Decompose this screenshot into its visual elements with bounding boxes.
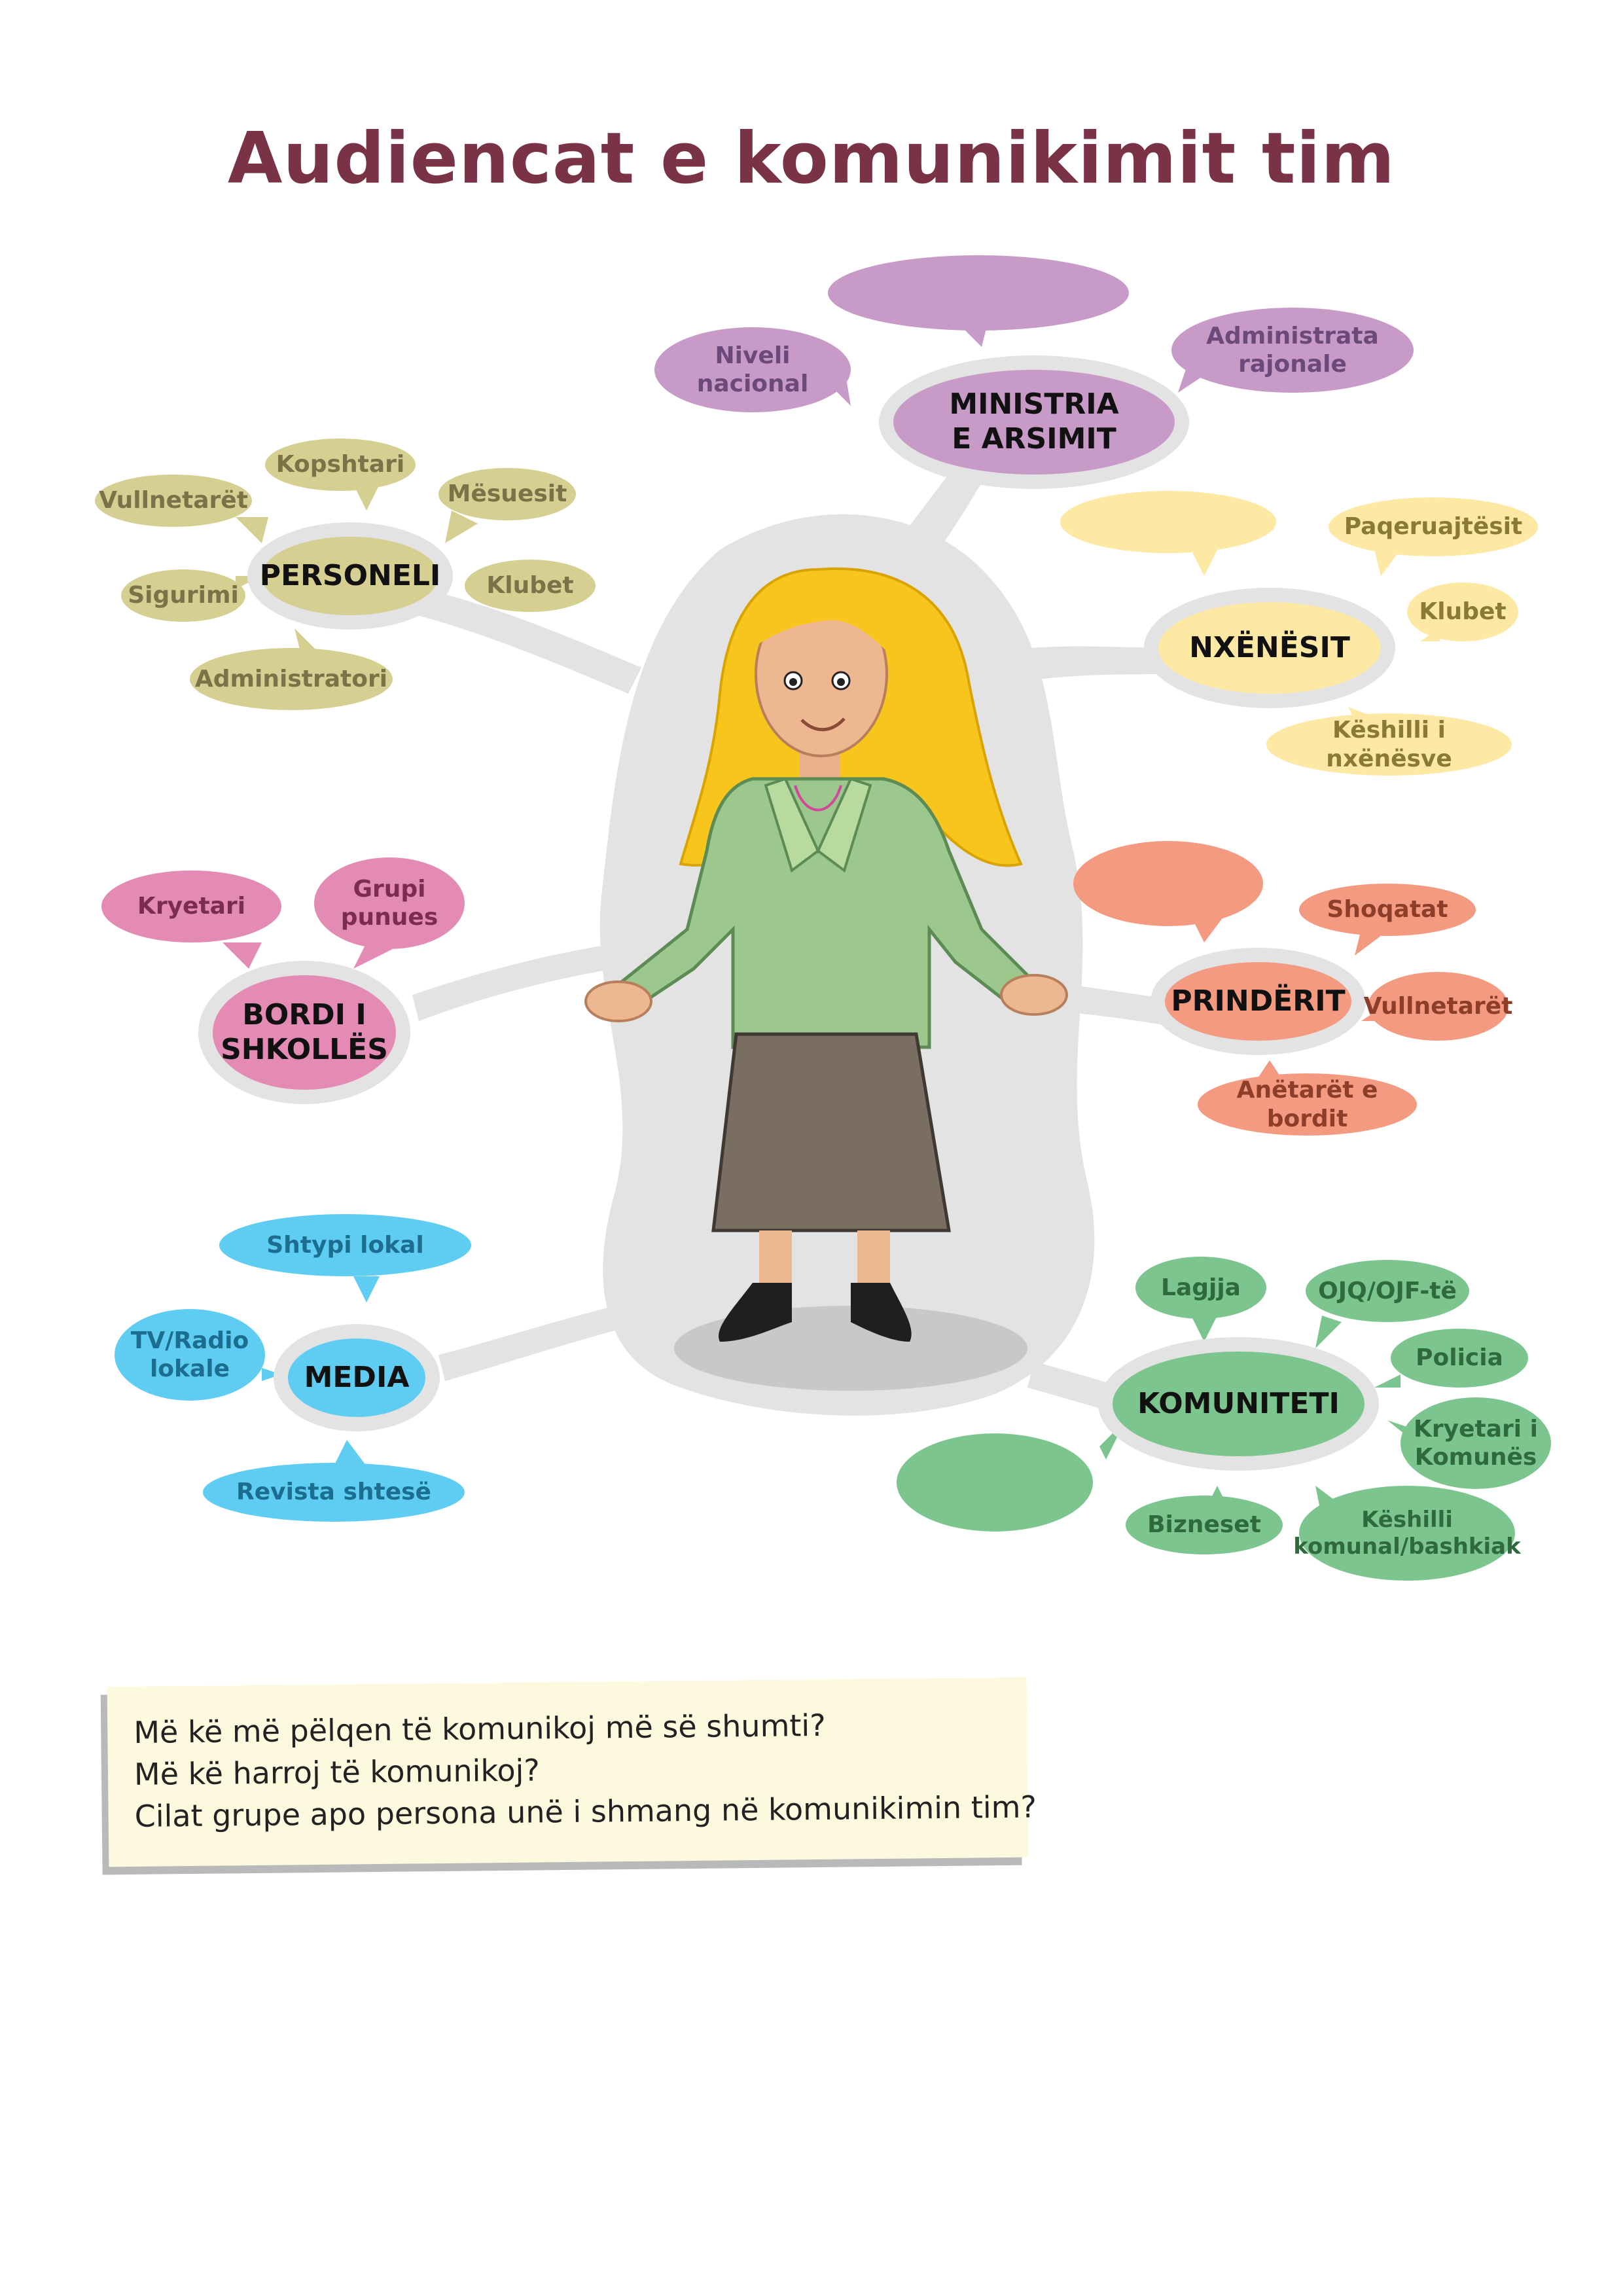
tail-kryetari-b — [223, 942, 262, 969]
tail-lagjja — [1191, 1316, 1217, 1342]
tail-tvradio — [262, 1368, 281, 1381]
question-2: Më kë harroj të komunikoj? — [134, 1752, 541, 1792]
leaf-vullnetaret-personeli: Vullnetarët — [95, 475, 252, 527]
leaf-mesuesit: Mësuesit — [438, 468, 576, 520]
hub-bordi: BORDI I SHKOLLËS — [213, 975, 396, 1090]
hub-ministria: MINISTRIA E ARSIMIT — [893, 370, 1175, 475]
tail-shtypi — [353, 1276, 380, 1302]
question-3: Cilat grupe apo persona unë i shmang në komunikimin tim? — [134, 1789, 1037, 1834]
leaf-revista-shtese: Revista shtesë — [203, 1463, 465, 1522]
hub-nxenesit: NXËNËSIT — [1158, 602, 1381, 694]
right-hand — [1001, 975, 1067, 1014]
leaf-sigurimi: Sigurimi — [121, 569, 245, 622]
right-pupil — [837, 678, 845, 686]
leaf-prinderit-blank — [1073, 841, 1263, 926]
tail-ojq — [1315, 1316, 1342, 1348]
tail-policia — [1374, 1374, 1400, 1388]
hub-personeli: PERSONELI — [262, 537, 438, 615]
leaf-policia: Policia — [1391, 1329, 1528, 1388]
hub-komuniteti: KOMUNITETI — [1113, 1352, 1364, 1456]
leaf-administrata-rajonale: Administrata rajonale — [1171, 308, 1414, 393]
leaf-tv-radio-lokale: TV/Radio lokale — [115, 1309, 265, 1401]
leaf-kopshtari: Kopshtari — [265, 439, 416, 491]
hub-media: MEDIA — [288, 1338, 425, 1417]
leaf-niveli-nacional: Niveli nacional — [654, 327, 851, 412]
leaf-kryetari-komunes: Kryetari i Komunës — [1400, 1397, 1551, 1489]
leaf-ministria-blank — [828, 255, 1129, 331]
leaf-kryetari-bordi: Kryetari — [101, 870, 281, 942]
tail-nx-top — [1191, 550, 1217, 576]
leaf-shoqatat: Shoqatat — [1299, 884, 1476, 936]
tail-vullnetaret-p — [236, 517, 268, 543]
leaf-anetaret-e-bordit: Anëtarët e bordit — [1198, 1073, 1417, 1136]
tail-revista — [334, 1440, 366, 1466]
questions-note — [107, 1677, 1037, 1867]
branch-media — [438, 1302, 628, 1381]
branch-nxenesit — [982, 647, 1171, 688]
leaf-bizneset: Bizneset — [1126, 1496, 1283, 1554]
page-title: Audiencat e komunikimit tim — [227, 118, 1396, 200]
leaf-ojq-ojf: OJQ/OJF-të — [1306, 1260, 1469, 1322]
leaf-klubet-nxenesit: Klubet — [1407, 583, 1518, 641]
left-pupil — [789, 678, 797, 686]
leaf-keshilli-komunal: Këshilli komunal/bashkiak — [1299, 1486, 1515, 1581]
leaf-shtypi-lokal: Shtypi lokal — [219, 1214, 471, 1276]
question-1: Më kë më pëlqen të komunikoj më së shumti? — [134, 1707, 826, 1750]
leaf-komuniteti-blank — [897, 1433, 1093, 1532]
leaf-lagjja: Lagjja — [1135, 1257, 1266, 1319]
left-hand — [586, 982, 651, 1021]
leaf-vullnetaret-prinderit: Vullnetarët — [1368, 972, 1508, 1041]
skirt — [713, 1034, 949, 1230]
tail-blank-k — [1099, 1420, 1126, 1460]
leaf-keshilli-nxenesve: Këshilli i nxënësve — [1266, 713, 1512, 776]
leaf-klubet-personeli: Klubet — [465, 560, 596, 612]
hub-prinderit: PRINDËRIT — [1165, 962, 1351, 1041]
leaf-grupi-punues: Grupi punues — [314, 857, 465, 949]
leaf-administratori: Administratori — [190, 648, 393, 710]
leaf-paqeruajtesit: Paqeruajtësit — [1329, 497, 1538, 556]
leaf-nxenesit-blank — [1060, 491, 1276, 553]
